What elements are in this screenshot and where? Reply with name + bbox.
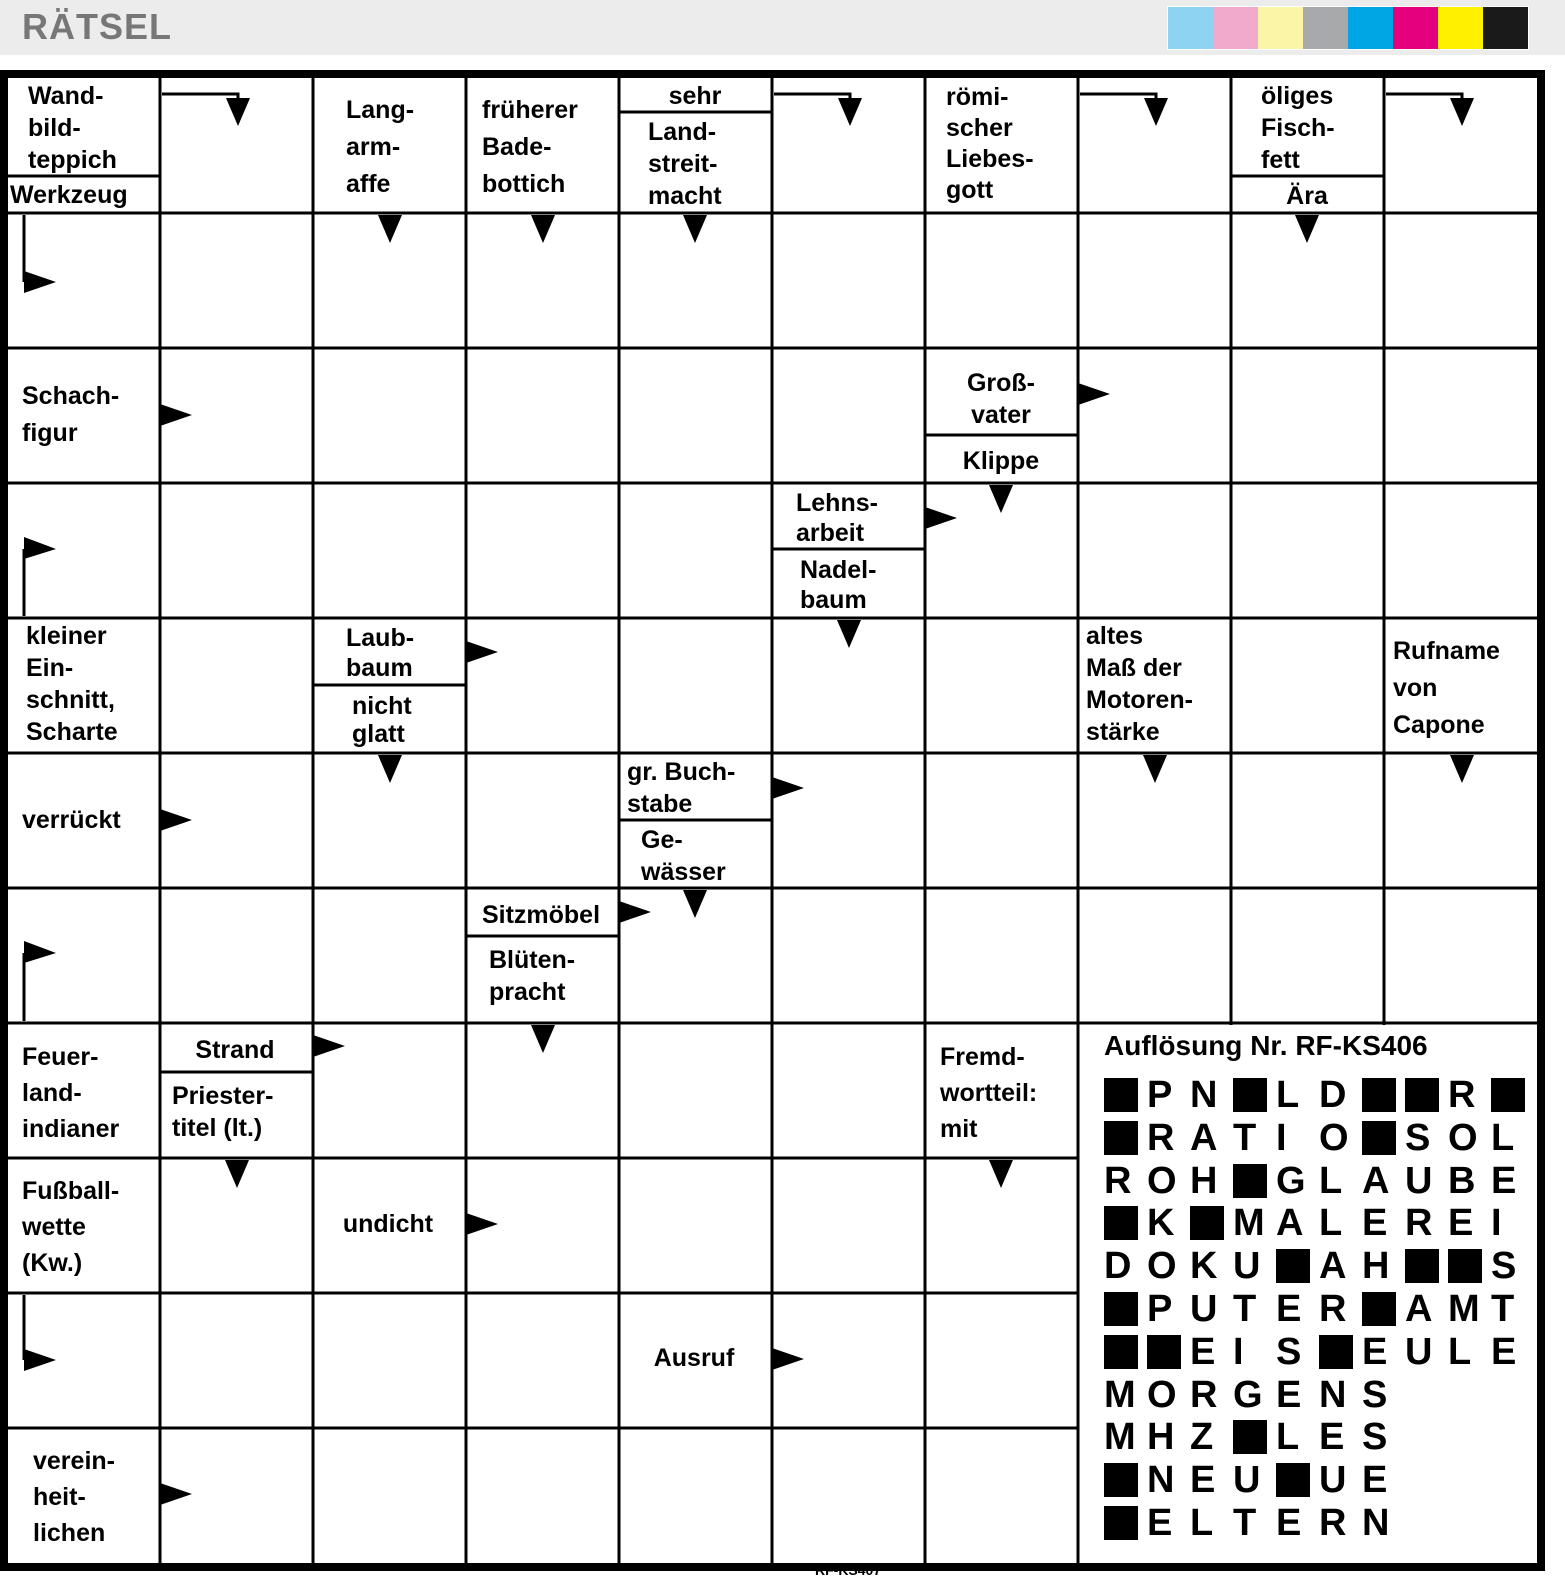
arrow-down-icon [1144, 98, 1168, 126]
solution-block [1276, 1246, 1319, 1286]
solution-row [1104, 1075, 1534, 1115]
arrow-right-icon [160, 404, 192, 426]
arrow-down-icon [683, 890, 707, 918]
arrow-right-icon [313, 1035, 345, 1057]
clue-grossvater: Groß- vater [966, 369, 1036, 429]
solution-letter: E [1491, 1159, 1517, 1202]
clue-rufname-capone: Rufname von Capone [1393, 636, 1500, 739]
arrow-down-icon [683, 215, 707, 243]
solution-letter: O [1319, 1116, 1349, 1159]
solution-letter: E [1147, 1502, 1173, 1544]
solution-letter: U [1233, 1459, 1261, 1502]
solution-letter: A [1405, 1288, 1433, 1330]
solution-title: Auflösung Nr. RF-KS406 [1104, 1030, 1428, 1061]
solution-letter: B [1448, 1159, 1476, 1202]
solution-letter: E [1362, 1202, 1388, 1245]
arrow-down-icon [1143, 755, 1167, 783]
solution-letter: K [1147, 1202, 1175, 1245]
solution-letter: S [1276, 1330, 1302, 1373]
arrow-right-icon [24, 537, 56, 559]
solution-letter: N [1190, 1074, 1218, 1116]
solution-row [1104, 1118, 1534, 1158]
solution-block [1147, 1332, 1190, 1372]
clue-lehnsarbeit: Lehns- arbeit [796, 489, 878, 547]
solution-row [1104, 1460, 1405, 1500]
solution-letter: H [1147, 1416, 1175, 1459]
clue-undicht: undicht [342, 1210, 434, 1238]
arrow-right-icon [466, 641, 498, 663]
clue-priestertitel: Priester- titel (lt.) [172, 1082, 274, 1142]
clue-verrueckt: verrückt [22, 806, 121, 834]
arrow-right-icon [24, 1349, 56, 1371]
solution-row [1104, 1203, 1534, 1243]
solution-letter: E [1276, 1373, 1302, 1416]
arrow-down-icon [838, 98, 862, 126]
solution-letter: R [1190, 1373, 1218, 1416]
arrow-right-icon [619, 901, 651, 923]
solution-letter: A [1276, 1202, 1304, 1245]
solution-letter: M [1448, 1288, 1480, 1330]
solution-block [1233, 1075, 1276, 1115]
solution-letter: R [1147, 1116, 1175, 1159]
solution-letter: I [1276, 1116, 1287, 1159]
arrow-down-icon [531, 1025, 555, 1053]
solution-letter: E [1190, 1330, 1216, 1373]
solution-letter: Z [1190, 1416, 1214, 1459]
solution-letter: M [1233, 1202, 1265, 1245]
solution-letter: G [1276, 1159, 1306, 1202]
clue-werkzeug: Werkzeug [10, 181, 128, 209]
solution-letter: I [1233, 1330, 1244, 1373]
solution-row [1104, 1503, 1405, 1543]
clue-motorenstaerke: altes Maß der Motoren- stärke [1086, 622, 1193, 746]
solution-letter: R [1405, 1202, 1433, 1245]
solution-block [1405, 1075, 1448, 1115]
arrow-right-icon [24, 941, 56, 963]
arrow-right-icon [1078, 383, 1110, 405]
arrow-down-icon [1450, 98, 1474, 126]
clue-grossbuchstabe: gr. Buch- stabe [627, 758, 736, 818]
arrow-down-icon [989, 485, 1013, 513]
solution-block [1104, 1075, 1147, 1115]
solution-letter: R [1319, 1288, 1347, 1330]
puzzle-code: RF-KS407 [815, 1562, 882, 1578]
arrow-right-icon [772, 777, 804, 799]
clue-vereinheitlichen: verein- heit- lichen [33, 1447, 115, 1547]
solution-letter: M [1104, 1373, 1136, 1416]
solution-letter: U [1319, 1459, 1347, 1502]
arrow-down-icon [378, 755, 402, 783]
solution-row [1104, 1289, 1534, 1329]
solution-letter: P [1147, 1288, 1173, 1330]
solution-letter: U [1405, 1159, 1433, 1202]
solution-block [1233, 1161, 1276, 1201]
solution-block [1104, 1118, 1147, 1158]
clue-nicht-glatt: nicht glatt [352, 692, 412, 748]
solution-letter: N [1319, 1373, 1347, 1416]
solution-letter: H [1190, 1159, 1218, 1202]
solution-letter: M [1104, 1416, 1136, 1459]
arrow-down-icon [378, 215, 402, 243]
clue-laubbaum: Laub- baum [346, 624, 415, 682]
solution-letter: E [1448, 1202, 1474, 1245]
solution-letter: D [1104, 1245, 1132, 1288]
solution-letter: T [1491, 1288, 1515, 1330]
solution-row [1104, 1246, 1534, 1286]
solution-block [1362, 1118, 1405, 1158]
solution-letter: U [1405, 1330, 1433, 1373]
solution-letter: L [1319, 1159, 1343, 1202]
clue-feuerlandindianer: Feuer- land- indianer [22, 1043, 120, 1143]
solution-letter: G [1233, 1373, 1263, 1416]
solution-letter: L [1190, 1502, 1214, 1544]
solution-block [1276, 1460, 1319, 1500]
clue-ausruf: Ausruf [653, 1344, 735, 1372]
solution-letter: R [1448, 1074, 1476, 1116]
solution-letter: D [1319, 1074, 1347, 1116]
solution-letter: L [1276, 1416, 1300, 1459]
solution-letter: A [1362, 1159, 1390, 1202]
solution-letter: S [1362, 1373, 1388, 1416]
arrow-right-icon [160, 1483, 192, 1505]
clue-fischfett: öliges Fisch- fett [1261, 82, 1335, 174]
arrow-down-icon [225, 1160, 249, 1188]
clue-langarmaffe: Lang- arm- affe [346, 96, 415, 198]
clue-landstreitmacht: Land- streit- macht [648, 118, 722, 210]
arrow-down-icon [531, 215, 555, 243]
solution-letter: O [1147, 1373, 1177, 1416]
solution-block [1104, 1203, 1147, 1243]
solution-row [1104, 1417, 1405, 1457]
solution-letter: E [1362, 1459, 1388, 1502]
solution-block [1491, 1075, 1534, 1115]
clue-sitzmoebel: Sitzmöbel [481, 901, 601, 929]
clue-fremdwortteil: Fremd- wortteil: mit [940, 1043, 1038, 1143]
arrow-down-icon [1295, 215, 1319, 243]
clue-liebesgott: römi- scher Liebes- gott [946, 82, 1034, 204]
solution-letter: T [1233, 1116, 1257, 1159]
clue-sehr: sehr [668, 82, 722, 110]
solution-letter: O [1147, 1159, 1177, 1202]
solution-block [1233, 1417, 1276, 1457]
solution-letter: L [1319, 1202, 1343, 1245]
solution-letter: P [1147, 1074, 1173, 1116]
solution-letter: H [1362, 1245, 1390, 1288]
solution-letter: S [1405, 1116, 1431, 1159]
solution-letter: S [1362, 1416, 1388, 1459]
clue-aera: Ära [1286, 182, 1328, 210]
puzzle-title: RÄTSEL [22, 6, 172, 47]
solution-block [1319, 1332, 1362, 1372]
solution-letter: O [1147, 1245, 1177, 1288]
solution-letter: A [1190, 1116, 1218, 1159]
solution-row [1104, 1161, 1534, 1201]
solution-letter: E [1276, 1502, 1302, 1544]
solution-row [1104, 1375, 1405, 1415]
arrow-down-icon [1450, 755, 1474, 783]
clue-strand: Strand [195, 1036, 275, 1064]
arrow-down-icon [837, 620, 861, 648]
solution-letter: L [1448, 1330, 1472, 1373]
clue-nadelbaum: Nadel- baum [800, 556, 877, 614]
solution-letter: E [1276, 1288, 1302, 1330]
solution-letter: S [1491, 1245, 1517, 1288]
solution-letter: E [1319, 1416, 1345, 1459]
solution-block [1362, 1075, 1405, 1115]
solution-row [1104, 1332, 1534, 1372]
solution-letter: I [1491, 1202, 1502, 1245]
clue-gewaesser: Ge- wässer [641, 826, 726, 886]
clue-klippe: Klippe [962, 447, 1040, 475]
solution-block [1448, 1246, 1491, 1286]
solution-letter: T [1233, 1502, 1257, 1544]
solution-block [1362, 1289, 1405, 1329]
solution-letter: E [1190, 1459, 1216, 1502]
solution-letter: U [1190, 1288, 1218, 1330]
solution-letter: O [1448, 1116, 1478, 1159]
solution-letter: E [1491, 1330, 1517, 1373]
clue-scharte: kleiner Ein- schnitt, Scharte [26, 622, 118, 746]
solution-letter: N [1147, 1459, 1175, 1502]
solution-block [1104, 1289, 1147, 1329]
solution-letter: T [1233, 1288, 1257, 1330]
solution-block [1405, 1246, 1448, 1286]
solution-letter: R [1319, 1502, 1347, 1544]
arrow-right-icon [24, 271, 56, 293]
solution-block [1190, 1203, 1233, 1243]
solution-letter: L [1276, 1074, 1300, 1116]
clue-schachfigur: Schach- figur [22, 382, 120, 447]
solution-letter: A [1319, 1245, 1347, 1288]
arrow-down-icon [989, 1160, 1013, 1188]
solution-block [1104, 1460, 1147, 1500]
solution-block [1104, 1332, 1147, 1372]
solution-letter: N [1362, 1502, 1390, 1544]
clue-fussballwette: Fußball- wette (Kw.) [22, 1177, 120, 1277]
solution-letter: E [1362, 1330, 1388, 1373]
clue-wandbildteppich: Wand- bild- teppich [28, 82, 117, 174]
solution-letter: U [1233, 1245, 1261, 1288]
arrow-right-icon [925, 507, 957, 529]
clue-badebottich: früherer Bade- bottich [482, 96, 578, 198]
solution-letter: R [1104, 1159, 1132, 1202]
arrow-down-icon [226, 98, 250, 126]
solution-letter: L [1491, 1116, 1515, 1159]
arrow-right-icon [160, 809, 192, 831]
arrow-right-icon [466, 1213, 498, 1235]
solution-block [1104, 1503, 1147, 1543]
clue-bluetenpracht: Blüten- pracht [489, 946, 576, 1006]
arrow-right-icon [772, 1348, 804, 1370]
solution-letter: K [1190, 1245, 1218, 1288]
